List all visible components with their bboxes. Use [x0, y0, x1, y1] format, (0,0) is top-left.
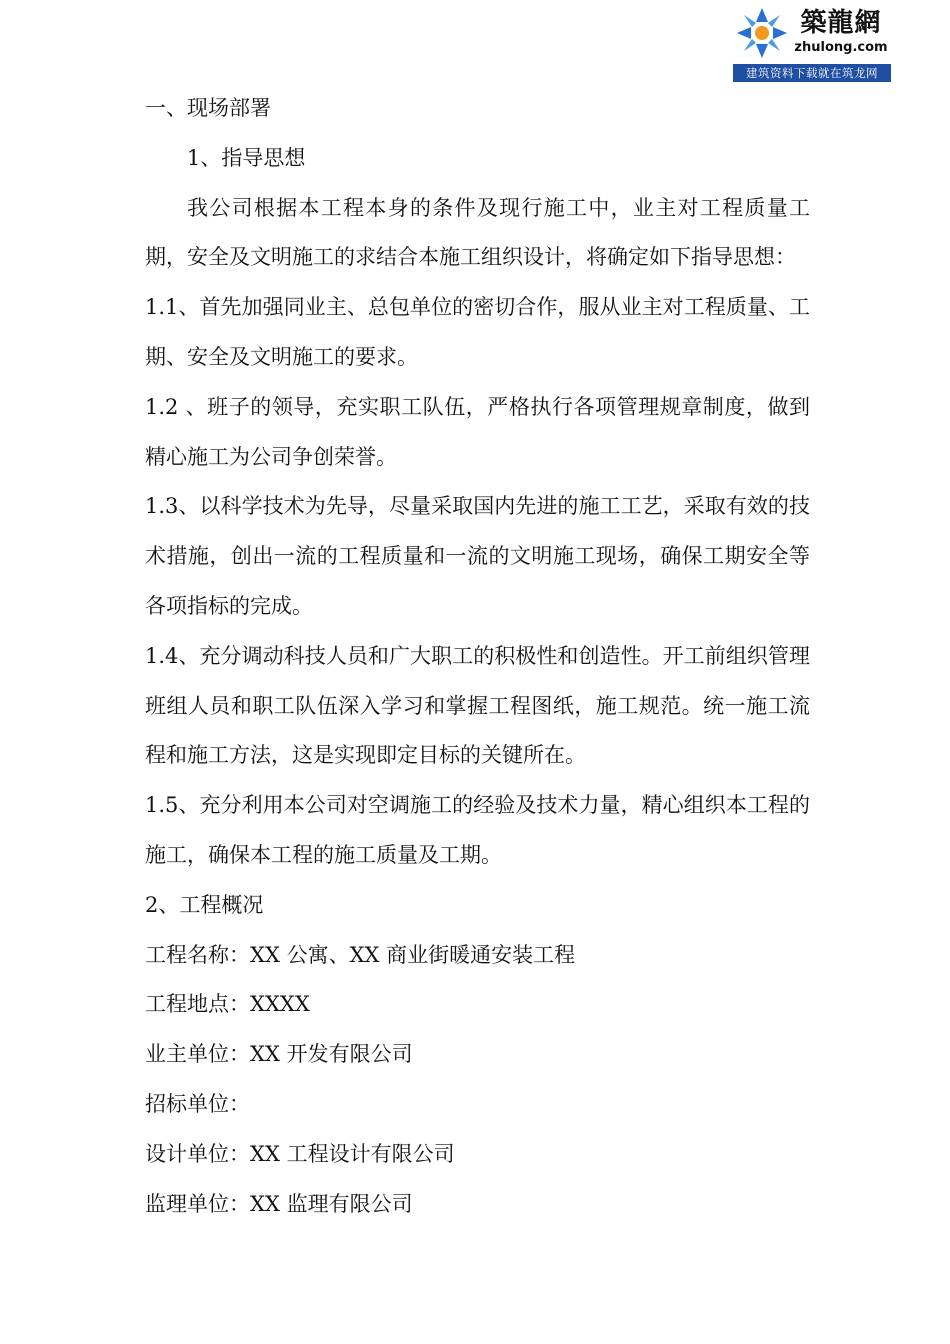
intro-paragraph: 我公司根据本工程本身的条件及现行施工中，业主对工程质量工期，安全及文明施工的求结合本施工组织设计，将确定如下指导思想： — [145, 195, 810, 270]
logo-tagline: 建筑资料下载就在筑龙网 — [733, 64, 891, 82]
document-body — [145, 84, 810, 1229]
section-heading: 一、现场部署 — [145, 96, 271, 120]
zhulong-logo — [733, 4, 891, 82]
point-1-3: 1.3、以科学技术为先导，尽量采取国内先进的施工工艺，采取有效的技术措施，创出一流的工程质量和一流的文明施工现场，确保工期安全等各项指标的完成。 — [145, 494, 810, 618]
overview-design-unit: 设计单位：XX 工程设计有限公司 — [145, 1141, 455, 1166]
overview-tendering-unit: 招标单位： — [145, 1091, 250, 1116]
subsection-heading-overview: 2、工程概况 — [145, 892, 264, 917]
overview-project-name: 工程名称：XX 公寓、XX 商业街暖通安装工程 — [145, 942, 576, 967]
overview-owner: 业主单位：XX 开发有限公司 — [145, 1042, 413, 1067]
logo-english-name: zhulong.com — [794, 40, 888, 55]
point-1-5: 1.5、充分利用本公司对空调施工的经验及技术力量，精心组织本工程的施工，确保本工程的施工质量及工期。 — [145, 793, 810, 867]
point-1-1: 1.1、首先加强同业主、总包单位的密切合作，服从业主对工程质量、工期、安全及文明施工的要求。 — [145, 295, 810, 369]
overview-supervision-unit: 监理单位：XX 监理有限公司 — [145, 1191, 413, 1216]
zhulong-logo-icon — [735, 6, 789, 60]
point-1-2: 1.2 、班子的领导，充实职工队伍，严格执行各项管理规章制度，做到精心施工为公司争创荣誉。 — [145, 394, 810, 469]
logo-chinese-name: 築龍網 — [800, 8, 882, 38]
overview-project-location: 工程地点：XXXX — [145, 992, 310, 1017]
point-1-4: 1.4、充分调动科技人员和广大职工的积极性和创造性。开工前组织管理班组人员和职工队伍深入学习和掌握工程图纸，施工规范。统一施工流程和施工方法，这是实现即定目标的关键所在。 — [145, 643, 810, 768]
subsection-heading-guiding-ideas: 1、指导思想 — [187, 145, 306, 170]
